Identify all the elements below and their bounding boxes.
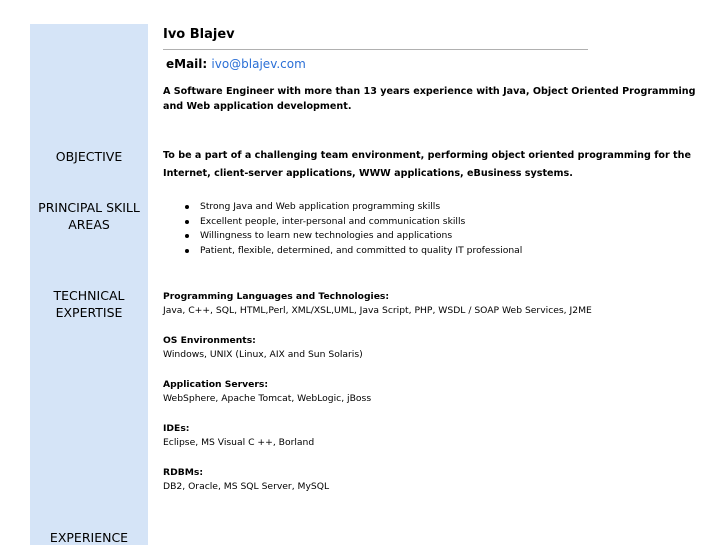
tech-heading: RDBMs: xyxy=(163,467,203,478)
email-label: eMail: xyxy=(166,57,208,71)
tech-os xyxy=(163,334,363,362)
tech-value: WebSphere, Apache Tomcat, WebLogic, jBoss xyxy=(163,393,372,404)
skills-label xyxy=(30,199,148,233)
tech-heading: Programming Languages and Technologies: xyxy=(163,291,390,302)
tech-heading: IDEs: xyxy=(163,423,190,434)
tech-value: Java, C++, SQL, HTML,Perl, XML/XSL,UML, Java Script, PHP, WSDL / SOAP Web Services, J2ME xyxy=(163,305,592,316)
list-item: Patient, flexible, determined, and committed to quality IT professional xyxy=(185,244,522,259)
summary-text: A Software Engineer with more than 13 years experience with Java, Object Oriented Programming and Web application development. xyxy=(163,86,696,112)
person-name: Ivo Blajev xyxy=(163,27,235,42)
list-item: Strong Java and Web application programming skills xyxy=(185,200,522,215)
tech-label-line2: EXPERTISE xyxy=(55,305,123,320)
skills-label-line2: AREAS xyxy=(68,217,110,232)
list-item: Excellent people, inter-personal and communication skills xyxy=(185,215,522,230)
tech-heading: OS Environments: xyxy=(163,335,256,346)
email-row xyxy=(166,57,306,71)
tech-value: DB2, Oracle, MS SQL Server, MySQL xyxy=(163,481,330,492)
skills-list xyxy=(163,200,522,258)
tech-value: Eclipse, MS Visual C ++, Borland xyxy=(163,437,315,448)
header-divider xyxy=(163,49,588,50)
tech-heading: Application Servers: xyxy=(163,379,269,390)
side-panel xyxy=(30,24,148,545)
objective-text: To be a part of a challenging team environment, performing object oriented programming for the Internet, client-server applications, WWW applications, eBusiness systems. xyxy=(163,150,691,179)
tech-rdbms xyxy=(163,466,329,494)
email-link[interactable]: ivo@blajev.com xyxy=(211,57,306,71)
tech-languages xyxy=(163,290,592,318)
tech-label-line1: TECHNICAL xyxy=(53,288,125,303)
list-item: Willingness to learn new technologies and applications xyxy=(185,229,522,244)
tech-label xyxy=(30,287,148,321)
objective-label: OBJECTIVE xyxy=(55,149,123,164)
experience-label: EXPERIENCE xyxy=(49,530,129,545)
skills-label-line1: PRINCIPAL SKILL xyxy=(38,200,140,215)
tech-app-servers xyxy=(163,378,371,406)
tech-ides xyxy=(163,422,314,450)
tech-value: Windows, UNIX (Linux, AIX and Sun Solaris) xyxy=(163,349,363,360)
